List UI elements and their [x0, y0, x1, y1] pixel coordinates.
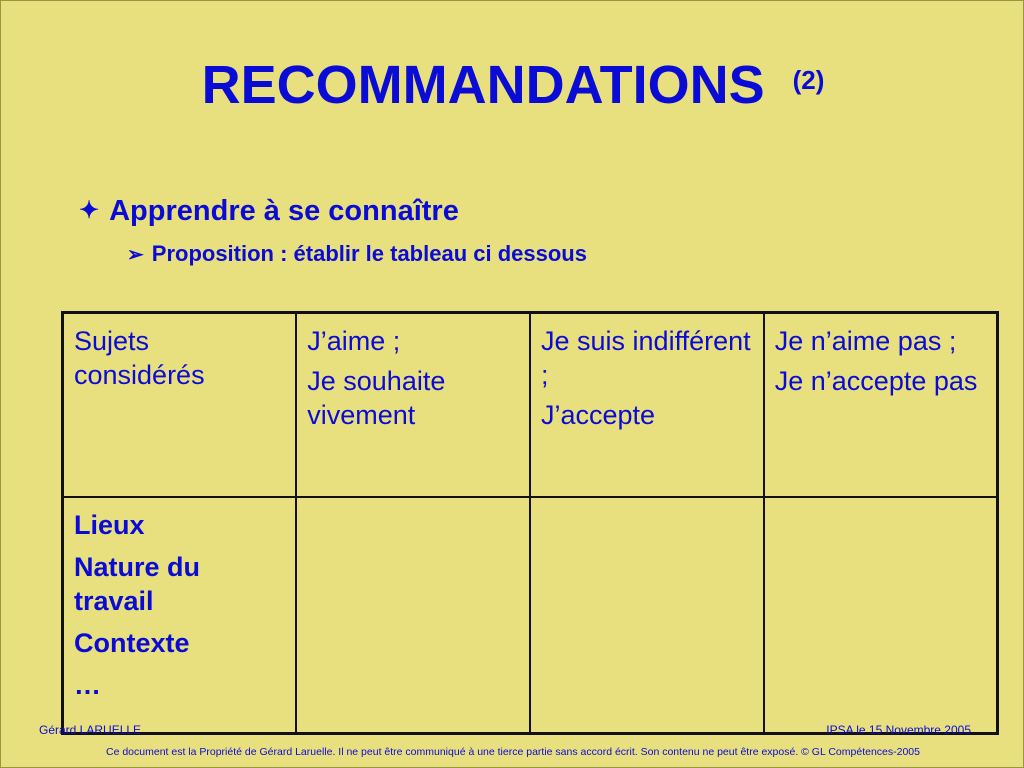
header-cell-like — [296, 313, 530, 498]
cell-line: Je suis indifférent ; — [541, 326, 751, 390]
arrowhead-icon: ➢ — [127, 244, 144, 266]
footer-event: IPSA le 15 Novembre 2005 — [826, 723, 971, 737]
cell-line: Contexte — [74, 628, 190, 658]
footer-copyright-notice: Ce document est la Propriété de Gérard Laruelle. Il ne peut être communiqué à une tierce partie sans accord écrit. Son contenu ne peut être exposé. © GL Compétences-2005 — [106, 746, 920, 758]
cell-line: J’accepte — [541, 400, 656, 430]
empty-cell — [296, 497, 530, 734]
cell-line: Sujets considérés — [74, 326, 205, 390]
bullet-level2 — [127, 239, 587, 270]
header-cell-subjects — [63, 313, 297, 498]
four-pointed-star-icon: ✦ — [79, 197, 100, 224]
table-row — [63, 497, 998, 734]
cell-line: Je n’accepte pas — [774, 366, 978, 396]
title-number: (2) — [792, 65, 825, 95]
cell-line: J’aime ; — [307, 326, 401, 356]
table-header-row — [63, 313, 998, 498]
title-text: RECOMMANDATIONS — [201, 55, 765, 115]
bullet-level2-text: Proposition : établir le tableau ci dessous — [151, 241, 587, 266]
slide-title — [1, 49, 1024, 116]
bullet-level1-text: Apprendre à se connaître — [109, 195, 459, 227]
header-cell-indifferent — [530, 313, 764, 498]
empty-cell — [530, 497, 764, 734]
subjects-cell — [63, 497, 297, 734]
bullet-level1 — [79, 193, 459, 229]
cell-line: Lieux — [74, 510, 145, 540]
cell-line: Je n’aime pas ; — [774, 326, 957, 356]
empty-cell — [764, 497, 998, 734]
cell-line: … — [74, 670, 101, 700]
header-cell-dislike — [764, 313, 998, 498]
cell-line: Je souhaite vivement — [307, 366, 446, 430]
footer-author: Gérard LARUELLE — [39, 723, 142, 737]
preferences-table — [61, 311, 999, 735]
cell-line: Nature du travail — [74, 552, 201, 616]
